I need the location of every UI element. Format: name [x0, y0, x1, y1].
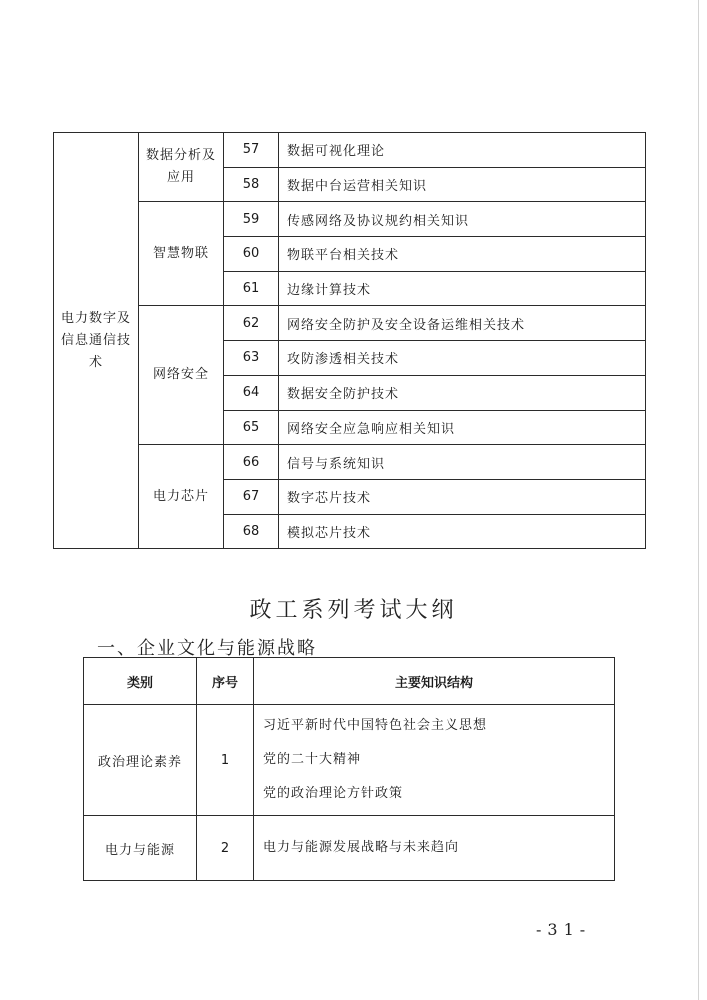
knowledge-list — [254, 705, 615, 816]
item-number: 66 — [224, 445, 279, 480]
syllabus-table-continued — [53, 132, 646, 549]
header-content: 主要知识结构 — [254, 658, 615, 705]
item-number: 1 — [197, 705, 254, 816]
list-item: 党的政治理论方针政策 — [263, 786, 404, 801]
section-title: 政工系列考试大纲 — [249, 598, 458, 623]
subcategory-cell: 电力芯片 — [139, 445, 224, 549]
item-number: 67 — [224, 479, 279, 514]
header-category: 类别 — [84, 658, 197, 705]
item-number: 58 — [224, 167, 279, 202]
item-number: 68 — [224, 514, 279, 549]
item-number: 65 — [224, 410, 279, 445]
item-text: 网络安全应急响应相关知识 — [279, 410, 646, 445]
table-header-row — [84, 658, 615, 705]
item-text: 攻防渗透相关技术 — [279, 341, 646, 376]
item-text: 数据中台运营相关知识 — [279, 167, 646, 202]
header-number: 序号 — [197, 658, 254, 705]
list-item: 党的二十大精神 — [263, 752, 362, 767]
item-text: 数字芯片技术 — [279, 479, 646, 514]
section-subtitle: 一、企业文化与能源战略 — [97, 638, 317, 659]
knowledge-list — [254, 816, 615, 881]
category-cell: 电力与能源 — [84, 816, 197, 881]
item-number: 57 — [224, 133, 279, 168]
item-text: 模拟芯片技术 — [279, 514, 646, 549]
list-item: 电力与能源发展战略与未来趋向 — [263, 840, 460, 855]
item-number: 59 — [224, 202, 279, 237]
item-number: 61 — [224, 271, 279, 306]
item-text: 数据安全防护技术 — [279, 375, 646, 410]
list-item: 习近平新时代中国特色社会主义思想 — [263, 718, 488, 733]
item-text: 传感网络及协议规约相关知识 — [279, 202, 646, 237]
category-cell: 政治理论素养 — [84, 705, 197, 816]
table-row — [84, 816, 615, 881]
item-text: 信号与系统知识 — [279, 445, 646, 480]
item-number: 62 — [224, 306, 279, 341]
item-number: 63 — [224, 341, 279, 376]
category-cell: 电力数字及 信息通信技 术 — [54, 133, 139, 549]
page-number: -31- — [536, 920, 592, 939]
item-text: 物联平台相关技术 — [279, 237, 646, 272]
item-text: 边缘计算技术 — [279, 271, 646, 306]
political-syllabus-table — [83, 657, 615, 881]
page-edge — [698, 0, 699, 1000]
item-number: 2 — [197, 816, 254, 881]
item-number: 64 — [224, 375, 279, 410]
subcategory-cell: 网络安全 — [139, 306, 224, 445]
item-text: 网络安全防护及安全设备运维相关技术 — [279, 306, 646, 341]
table-row — [54, 445, 646, 480]
table-row — [54, 202, 646, 237]
table-row — [54, 133, 646, 168]
item-number: 60 — [224, 237, 279, 272]
table-row — [54, 306, 646, 341]
subcategory-cell: 数据分析及 应用 — [139, 133, 224, 202]
item-text: 数据可视化理论 — [279, 133, 646, 168]
subcategory-cell: 智慧物联 — [139, 202, 224, 306]
table-row — [84, 705, 615, 816]
